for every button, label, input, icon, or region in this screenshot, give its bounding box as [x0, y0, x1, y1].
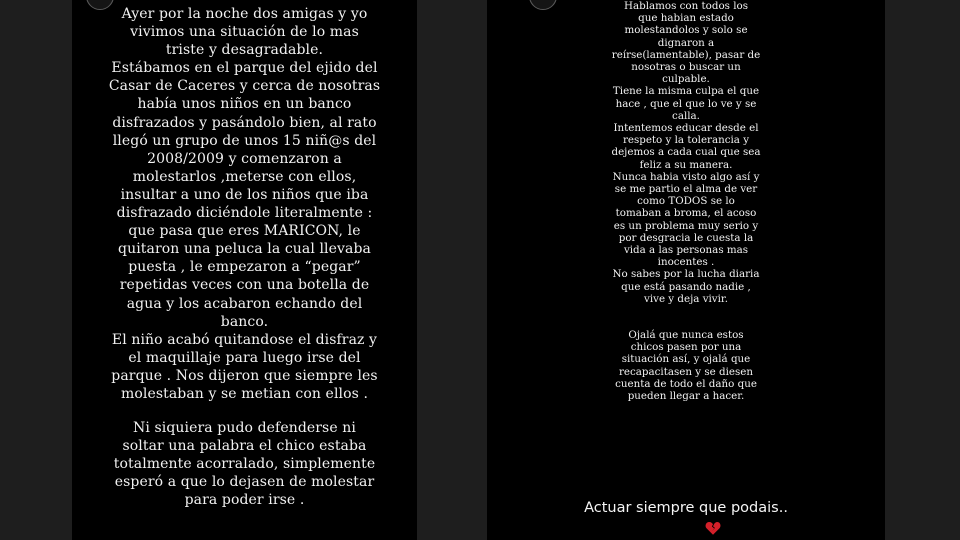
- text-line: que habian estado: [638, 12, 734, 25]
- story-text-right: [487, 0, 885, 402]
- text-line: totalmente acorralado, simplemente: [113, 456, 376, 473]
- text-line: recapacitasen y se diesen: [618, 365, 753, 378]
- text-line: agua y los acabaron echando del: [126, 295, 363, 312]
- text-line: molestandolos y solo se: [624, 24, 748, 37]
- paragraph: [595, 171, 777, 269]
- text-line: esperó a que lo dejasen de molestar: [114, 474, 375, 491]
- text-line: había unos niños en un banco: [137, 96, 352, 113]
- background-middle-band: [417, 0, 487, 540]
- text-line: Casar de Caceres y cerca de nosotras: [108, 78, 381, 95]
- paragraph: [84, 59, 405, 330]
- text-line: El niño acabó quitandose el disfraz y: [111, 331, 378, 348]
- story-panel-right: [487, 0, 885, 540]
- text-line: como TODOS se lo: [637, 195, 735, 208]
- text-line: banco.: [220, 313, 269, 330]
- text-line: Hablamos con todos los: [624, 0, 748, 12]
- paragraph: [84, 5, 405, 59]
- text-line: vida a las personas mas: [623, 244, 749, 257]
- text-line: culpable.: [662, 73, 710, 86]
- paragraph: [595, 122, 777, 171]
- text-line: Ayer por la noche dos amigas y yo: [121, 6, 368, 22]
- text-line: hace , que el que lo ve y se: [615, 97, 757, 110]
- text-line: disfrazado diciéndole literalmente :: [116, 205, 373, 222]
- text-line: chicos pasen por una: [630, 341, 742, 354]
- text-line: molestarlos ,meterse con ellos,: [132, 168, 357, 185]
- text-line: inocentes .: [657, 256, 715, 269]
- story-panel-left: [72, 0, 417, 540]
- text-line: puesta , le empezaron a “pegar”: [128, 259, 361, 276]
- text-line: triste y desagradable.: [165, 42, 324, 59]
- paragraph: [84, 419, 405, 509]
- paragraph: [595, 329, 777, 402]
- text-line: que pasa que eres MARICON, le: [128, 223, 361, 240]
- paragraph-spacer: [595, 305, 777, 329]
- text-line: Nunca habia visto algo así y: [612, 170, 760, 183]
- text-line: quitaron una peluca la cual llevaba: [118, 241, 371, 258]
- text-line: respeto y la tolerancia y: [622, 134, 750, 147]
- text-line: Tiene la misma culpa el que: [612, 85, 760, 98]
- text-line: feliz a su manera.: [639, 158, 733, 171]
- text-line: reírse(lamentable), pasar de: [611, 48, 761, 61]
- text-line: llegó un grupo de unos 15 niñ@s del: [112, 132, 377, 149]
- text-line: vive y deja vivir.: [644, 292, 728, 305]
- text-line: el maquillaje para luego irse del: [128, 349, 361, 366]
- closing-message: Actuar siempre que podais..: [584, 500, 788, 516]
- text-line: Ojalá que nunca estos: [628, 329, 744, 342]
- text-line: calla.: [672, 109, 700, 122]
- text-line: cuenta de todo el daño que: [615, 377, 757, 390]
- text-line: disfrazados y pasándolo bien, al rato: [112, 114, 377, 131]
- text-line: para poder irse .: [184, 492, 305, 509]
- background-left-band: [0, 0, 72, 540]
- text-line: se me partio el alma de ver: [614, 183, 758, 196]
- paragraph: [595, 268, 777, 305]
- paragraph: [595, 85, 777, 122]
- text-line: es un problema muy serio y: [613, 219, 759, 232]
- text-line: 2008/2009 y comenzaron a: [147, 150, 342, 167]
- text-line: Ni siquiera pudo defenderse ni: [133, 420, 356, 437]
- broken-heart-icon: [704, 519, 722, 537]
- text-line: vivimos una situación de lo mas: [130, 24, 359, 41]
- background-right-band: [885, 0, 960, 540]
- text-line: molestaban y se metian con ellos .: [120, 385, 369, 402]
- text-line: pueden llegar a hacer.: [627, 390, 745, 403]
- text-line: situación así, y ojalá que: [621, 353, 751, 366]
- story-text-left: [72, 5, 417, 510]
- text-line: parque . Nos dijeron que siempre les: [111, 367, 378, 384]
- paragraph: [595, 0, 777, 85]
- text-line: tomaban a broma, el acoso: [615, 207, 757, 220]
- text-line: insultar a uno de los niños que iba: [120, 186, 369, 203]
- text-line: soltar una palabra el chico estaba: [122, 438, 367, 455]
- text-line: Intentemos educar desde el: [613, 122, 759, 135]
- text-line: nosotras o buscar un: [631, 61, 741, 74]
- paragraph: [84, 331, 405, 403]
- text-line: repetidas veces con una botella de: [119, 277, 370, 294]
- text-line: dejemos a cada cual que sea: [611, 146, 761, 159]
- text-line: Estábamos en el parque del ejido del: [111, 60, 378, 77]
- text-line: dignaron a: [657, 36, 715, 49]
- text-line: No sabes por la lucha diaria: [612, 268, 760, 281]
- text-line: que está pasando nadie ,: [621, 280, 751, 293]
- paragraph-spacer: [84, 403, 405, 419]
- text-line: por desgracia le cuesta la: [618, 231, 754, 244]
